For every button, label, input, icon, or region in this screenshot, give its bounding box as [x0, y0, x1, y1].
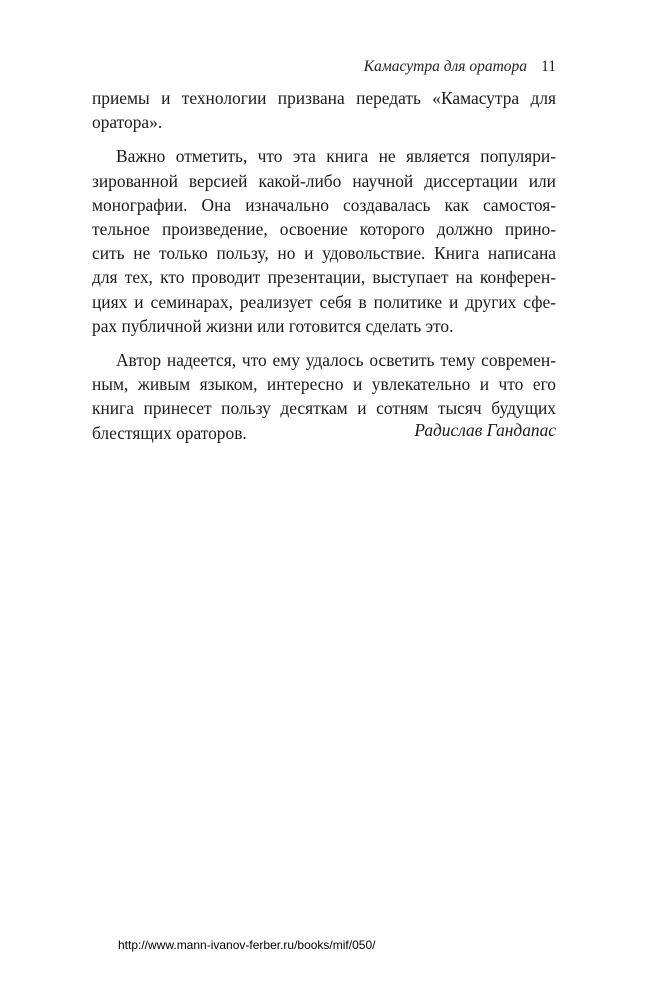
text-line: для тех, кто проводит презентации, выступает на конферен- — [92, 267, 556, 288]
page-number: 11 — [541, 58, 556, 75]
text-line: книга принесет пользу десяткам и сотням тысяч будущих — [92, 398, 556, 419]
body-text — [92, 86, 556, 445]
text-line: ным, живым языком, интересно и увлекательно и что его — [92, 374, 556, 395]
paragraph-1 — [92, 86, 556, 134]
text-line: циях и семинарах, реализует себя в политике и других сфе- — [92, 291, 556, 312]
text-line: монографии. Она изначально создавалась как самостоя- — [92, 194, 556, 215]
text-line: Автор надеется, что ему удалось осветить тему современ- — [116, 350, 556, 371]
paragraph-2 — [92, 144, 556, 338]
text-line: блестящих ораторов. — [92, 422, 247, 443]
text-line: Важно отметить, что эта книга не является популяри- — [116, 146, 556, 167]
text-line: тельное произведение, освоение которого должно прино- — [92, 219, 556, 240]
footer-url[interactable]: http://www.mann-ivanov-ferber.ru/books/mif/050/ — [118, 938, 376, 952]
running-head — [364, 58, 556, 76]
author-signature: Радислав Гандапас — [414, 420, 556, 440]
text-line: приемы и технологии призвана передать «Камасутра для — [92, 88, 556, 108]
text-line: оратора». — [92, 112, 163, 133]
text-line: рах публичной жизни или готовится сделать это. — [92, 315, 454, 336]
running-title: Камасутра для оратора — [363, 58, 528, 75]
text-line: зированной версией какой-либо научной диссертации или — [92, 170, 556, 191]
text-line: сить не только пользу, но и удовольствие. Книга написана — [92, 243, 556, 264]
